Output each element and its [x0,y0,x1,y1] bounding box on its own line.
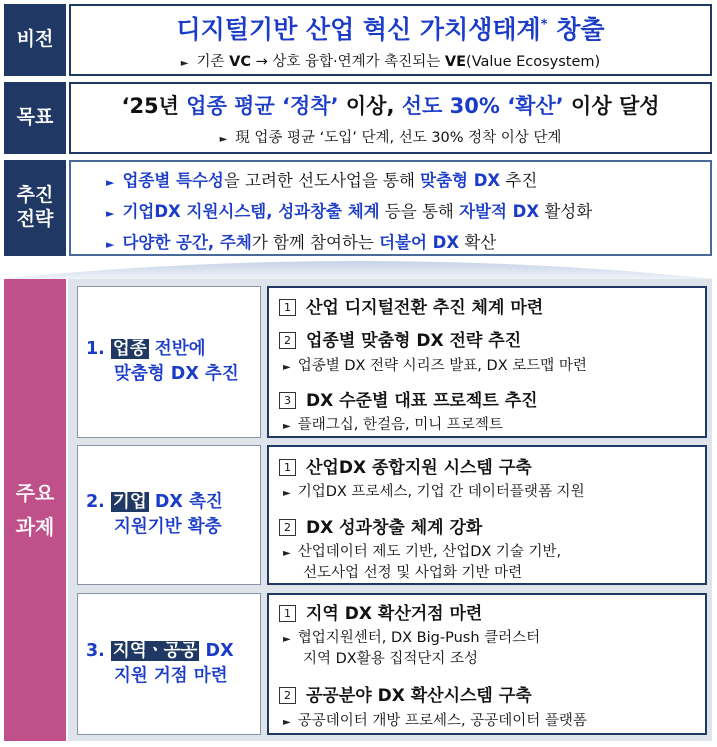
arrow-bullet-icon: ► [283,362,291,373]
task-item: 1 산업DX 종합지원 시스템 구축 [279,453,532,478]
task-group-1-items [267,286,707,438]
task-sub-item: ► 공공데이터 개방 프로세스, 공공데이터 플랫폼 [283,713,587,729]
task-item: 2 DX 성과창출 체계 강화 [279,513,482,538]
task-item: 3 DX 수준별 대표 프로젝트 추진 [279,386,538,411]
boxed-number-icon: 2 [279,332,296,349]
triangle-bullet-icon: ► [106,207,115,220]
task-group-title: 2. 기업 DX 촉진 지원기반 확충 [86,491,223,537]
task-sub-item: ► 기업DX 프로세스, 기업 간 데이터플랫폼 지원 [283,484,585,500]
arrow-bullet-icon: ► [283,548,291,559]
task-group-2-items [267,445,707,585]
vision-label: 비전 [4,4,66,76]
strategy-row: ► 다양한 공간, 주체가 함께 참여하는 더불어 DX 확산 [106,233,497,252]
strategy-label: 추진 전략 [4,160,66,256]
task-group-3-title-cell [77,593,261,735]
boxed-number-icon: 2 [279,687,296,704]
task-sub-item: ► 협업지원센터, DX Big-Push 클러스터 [283,630,541,646]
task-group-title: 3. 지역ㆍ공공 DX 지원 거점 마련 [86,640,234,686]
arrow-bullet-icon: ► [283,717,291,728]
task-sub-item: ► 산업데이터 제도 기반, 산업DX 기술 기반, [283,544,562,560]
task-group-title: 1. 업종 전반에 맞춤형 DX 추진 [86,338,239,384]
task-item: 2 업종별 맞춤형 DX 전략 추진 [279,326,521,351]
goal-box [69,82,712,154]
boxed-number-icon: 1 [279,459,296,476]
task-item: 1 지역 DX 확산거점 마련 [279,599,482,624]
task-item: 1 산업 디지털전환 추진 체계 마련 [279,293,543,318]
vision-box [69,4,712,76]
task-sub-item: 선도사업 선정 및 사업화 기반 마련 [303,565,523,581]
task-sub-item: ► 플래그십, 한걸음, 미니 프로젝트 [283,417,503,433]
task-sub-item: ► 업종별 DX 전략 시리즈 발표, DX 로드맵 마련 [283,358,587,374]
vision-subtitle: ► 기존 VC → 상호 융합·연계가 촉진되는 VE(Value Ecosystem) [180,54,601,70]
triangle-bullet-icon: ► [106,238,115,251]
arrow-bullet-icon: ► [283,488,291,499]
task-sub-item: 지역 DX활용 집적단지 조성 [303,651,478,667]
boxed-number-icon: 1 [279,299,296,316]
divider-swoosh [0,257,717,279]
tasks-label: 주요 과제 [4,279,66,741]
boxed-number-icon: 2 [279,519,296,536]
arrow-bullet-icon: ► [219,134,228,145]
arrow-bullet-icon: ► [283,634,291,645]
task-group-2-title-cell [77,445,261,585]
task-item: 2 공공분야 DX 확산시스템 구축 [279,681,532,706]
vision-title: 디지털기반 산업 혁신 가치생태계* 창출 [176,15,605,44]
boxed-number-icon: 3 [279,392,296,409]
arrow-bullet-icon: ► [180,58,189,69]
triangle-bullet-icon: ► [106,176,115,189]
strategy-row: ► 기업DX 지원시스템, 성과창출 체계 등을 통해 자발적 DX 활성화 [106,202,593,221]
strategy-row: ► 업종별 특수성을 고려한 선도사업을 통해 맞춤형 DX 추진 [106,171,538,190]
boxed-number-icon: 1 [279,605,296,622]
goal-title: ‘25년 업종 평균 ‘정착’ 이상, 선도 30% ‘확산’ 이상 달성 [121,94,660,118]
arrow-bullet-icon: ► [283,421,291,432]
goal-label: 목표 [4,82,66,154]
task-group-3-items [267,593,707,735]
task-group-1-title-cell [77,286,261,438]
goal-subtitle: ► 現 업종 평균 ‘도입’ 단계, 선도 30% 정착 이상 단계 [219,130,562,146]
